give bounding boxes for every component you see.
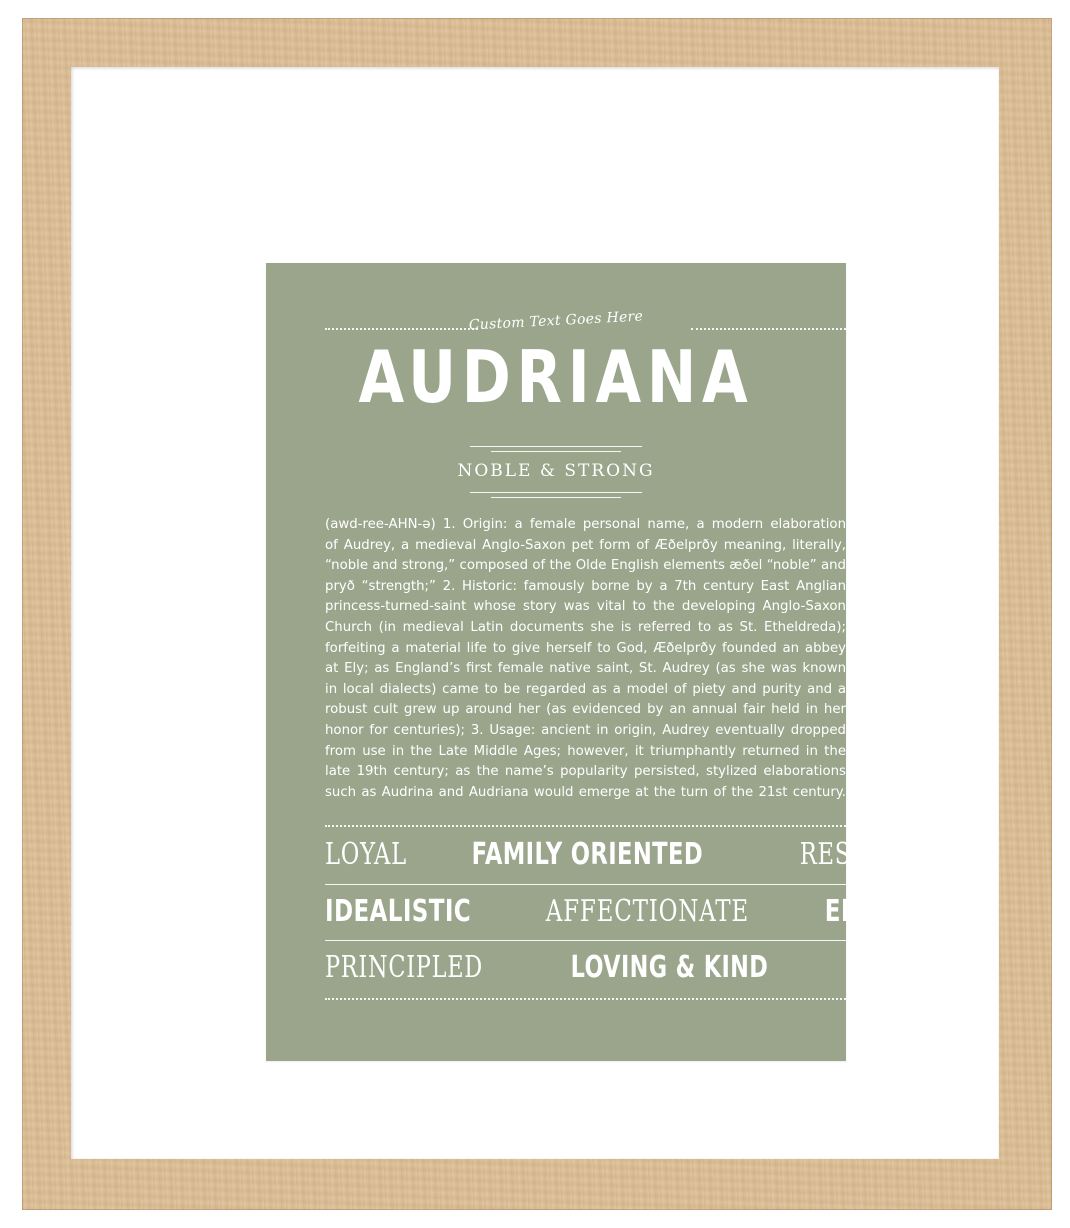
name-meaning: NOBLE & STRONG bbox=[457, 461, 655, 481]
trait-word: LOVING & KIND bbox=[570, 950, 768, 985]
definition-line: princess-turned-saint whose story was vital to the developing Anglo-Saxon bbox=[325, 599, 846, 615]
name-title: AUDRIANA bbox=[358, 335, 754, 419]
definition-line: “noble and strong,” composed of the Olde English elements æðel “noble” and bbox=[325, 558, 846, 574]
definition-line: from use in the Late Middle Ages; however, it triumphantly returned in the bbox=[325, 743, 846, 759]
definition-line: in local dialects) came to be regarded as a model of piety and purity and a bbox=[325, 681, 846, 697]
definition-line: honor for centuries); 3. Usage: ancient in origin, Audrey eventually dropped bbox=[325, 722, 846, 738]
trait-word: LOYAL bbox=[325, 837, 407, 872]
definition-line: late 19th century; as the name’s popularity persisted, stylized elaborations bbox=[325, 764, 846, 780]
trait-word: IDEALISTIC bbox=[325, 894, 472, 929]
name-underline-short bbox=[491, 451, 621, 452]
trait-word: RESPONSIBLE bbox=[799, 837, 984, 872]
name-print-card bbox=[266, 263, 992, 1061]
definition-line: Church (in medieval Latin documents she is referred to as St. Etheldreda); bbox=[325, 619, 846, 635]
wooden-frame bbox=[22, 18, 1052, 1210]
traits-bottom-dotted-divider bbox=[325, 998, 846, 1000]
definition-line: pryð “strength;” 2. Historic: famously borne by a 7th century East Anglian bbox=[325, 578, 846, 594]
trait-word: CHEERFUL bbox=[849, 950, 992, 985]
meaning-underline bbox=[470, 492, 642, 493]
trait-word: AFFECTIONATE bbox=[546, 894, 750, 929]
definition-line: such as Audrina and Audriana would emerge at the turn of the 21st century. bbox=[325, 784, 846, 800]
definition-line: forfeiting a material life to give herself to God, Æðelprðy founded an abbey bbox=[325, 640, 846, 656]
trait-word: FAMILY ORIENTED bbox=[471, 837, 703, 872]
definition-line: of Audrey, a medieval Anglo-Saxon pet form of Æðelprðy meaning, literally, bbox=[325, 537, 846, 553]
meaning-underline-short bbox=[491, 497, 621, 498]
definition-line: at Ely; as England’s first female native saint, St. Audrey (as she was known bbox=[325, 661, 846, 677]
custom-text: Custom Text Goes Here bbox=[468, 308, 644, 334]
top-right-dotted-divider bbox=[691, 328, 846, 330]
definition-line: robust cult grew up around her (as evidenced by an annual fair held in her bbox=[325, 702, 846, 718]
definition-bottom-dotted-divider bbox=[325, 825, 846, 827]
traits-divider-1 bbox=[325, 884, 846, 885]
traits-row-2 bbox=[325, 890, 973, 934]
name-underline bbox=[470, 446, 642, 447]
name-definition bbox=[325, 515, 846, 803]
traits-row-1 bbox=[325, 833, 984, 877]
definition-line: (awd-ree-AHN-ə) 1. Origin: a female personal name, a modern elaboration bbox=[325, 517, 846, 532]
trait-word: ENERGETIC bbox=[824, 894, 973, 929]
traits-divider-2 bbox=[325, 940, 846, 941]
white-mat bbox=[71, 67, 999, 1159]
trait-word: PRINCIPLED bbox=[325, 950, 483, 985]
traits-row-3 bbox=[325, 946, 992, 990]
